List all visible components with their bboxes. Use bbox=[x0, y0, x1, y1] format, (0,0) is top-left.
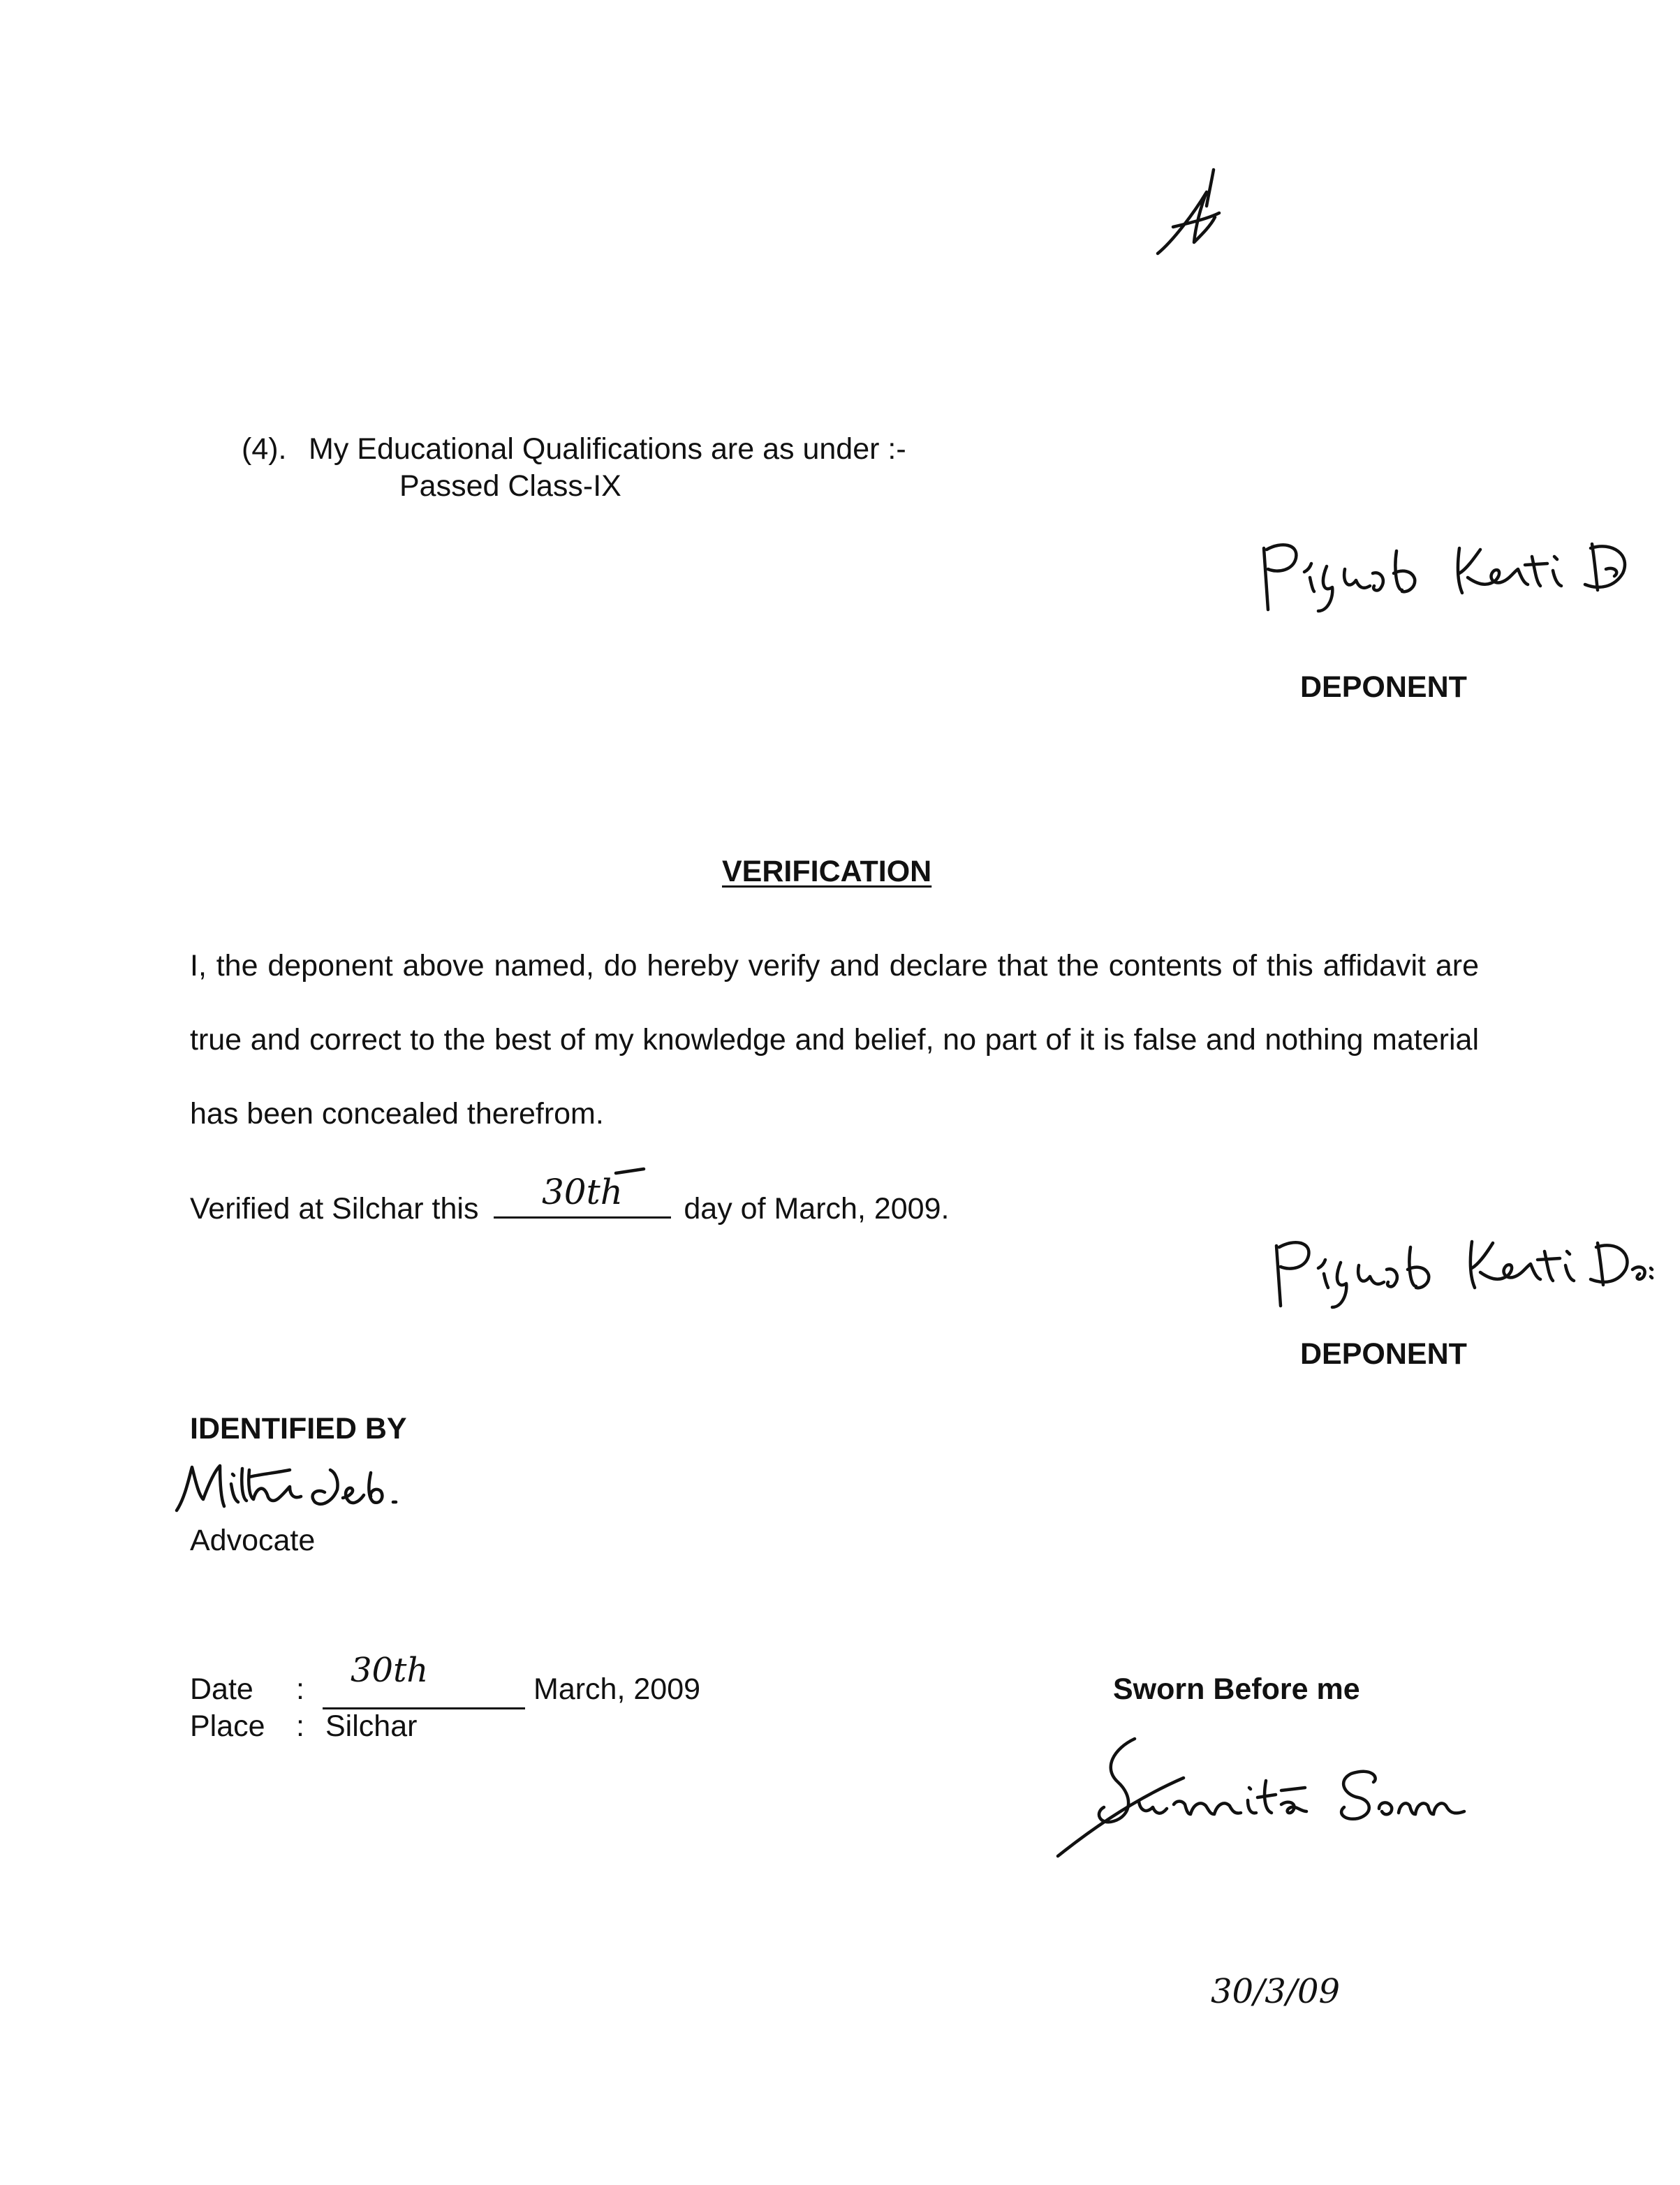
deponent-signature-1 bbox=[1250, 520, 1641, 618]
initial-mark bbox=[1152, 164, 1236, 262]
identified-heading: IDENTIFIED BY bbox=[190, 1412, 407, 1445]
place-colon: : bbox=[296, 1709, 304, 1743]
magistrate-date-handwriting bbox=[1208, 1962, 1390, 2025]
magistrate-signature bbox=[1051, 1732, 1484, 1864]
qualification-number: (4). bbox=[242, 432, 287, 466]
qualification-heading: My Educational Qualifications are as under :- bbox=[309, 432, 906, 466]
date-colon: : bbox=[296, 1672, 304, 1706]
date-handwriting bbox=[348, 1647, 515, 1695]
verified-prefix: Verified at Silchar this bbox=[190, 1192, 479, 1226]
date-label: Date bbox=[190, 1672, 253, 1706]
advocate-signature bbox=[171, 1456, 422, 1519]
date-blank bbox=[323, 1705, 525, 1709]
verified-day-handwriting bbox=[539, 1165, 651, 1214]
svg-text:30th: 30th bbox=[542, 1172, 623, 1212]
date-suffix: March, 2009 bbox=[533, 1672, 701, 1706]
deponent-label-2: DEPONENT bbox=[1300, 1337, 1467, 1371]
verification-body: I, the deponent above named, do hereby verify and declare that the contents of this affidavit are true and correct to the best of my knowledge and belief, no part of it is false and nothing material has been concealed therefrom. bbox=[190, 949, 1479, 1131]
place-value: Silchar bbox=[325, 1709, 418, 1743]
verification-title: VERIFICATION bbox=[722, 855, 932, 888]
deponent-signature-2 bbox=[1262, 1215, 1653, 1313]
deponent-label-1: DEPONENT bbox=[1300, 670, 1467, 704]
identified-role: Advocate bbox=[190, 1524, 316, 1557]
verified-suffix: day of March, 2009. bbox=[684, 1192, 950, 1226]
svg-text:30/3/09: 30/3/09 bbox=[1211, 1972, 1341, 2011]
qualification-detail: Passed Class-IX bbox=[399, 469, 621, 503]
svg-text:30th: 30th bbox=[351, 1651, 429, 1690]
sworn-label: Sworn Before me bbox=[1113, 1672, 1360, 1706]
verified-day-blank bbox=[494, 1214, 671, 1219]
place-label: Place bbox=[190, 1709, 265, 1743]
